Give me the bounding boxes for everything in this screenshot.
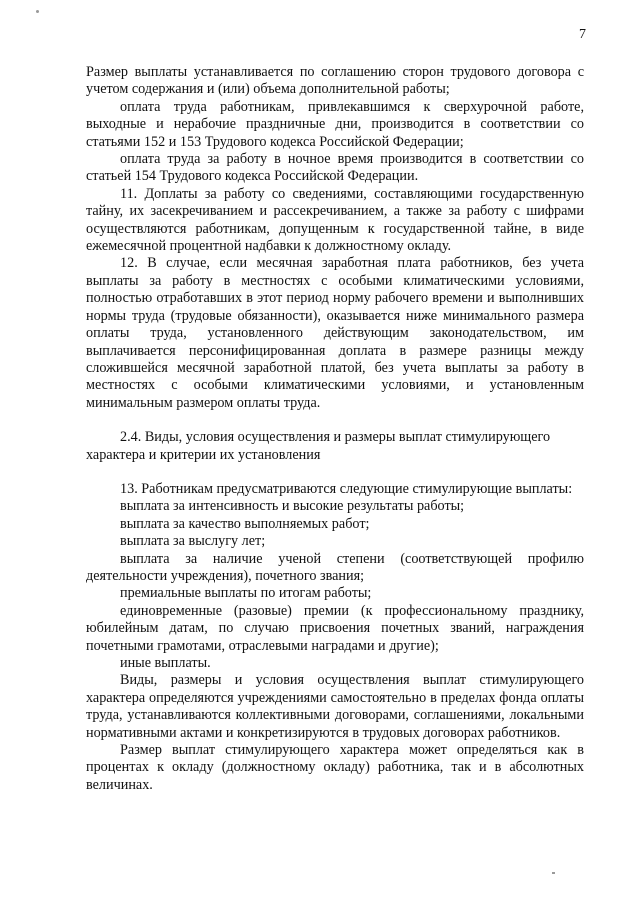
list-item: премиальные выплаты по итогам работы; xyxy=(120,585,372,602)
list-item: иные выплаты. xyxy=(120,655,211,671)
scan-speck xyxy=(552,872,555,874)
paragraph-item-13: 13. Работникам предусматриваются следующие стимулирующие выплаты: xyxy=(120,480,573,497)
section-heading: 2.4. Виды, условия осуществления и размеры выплат стимулирующего характера и критерии их установления xyxy=(86,429,551,463)
spacer xyxy=(86,412,584,429)
list-item: выплата за выслугу лет; xyxy=(120,533,266,550)
document-body xyxy=(86,64,584,794)
spacer xyxy=(86,464,584,481)
scan-speck xyxy=(36,10,39,13)
paragraph: Виды, размеры и условия осуществления выплат стимулирующего характера определяются учреждениями самостоятельно в пределах фонда оплаты труда, устанавливаются коллективными договорами, соглашениями, локальными нормативными актами и конкретизируются в трудовых договорах работников. xyxy=(86,672,584,741)
list-item: единовременные (разовые) премии (к профессиональному празднику, юбилейным датам, по случаю присвоения почетных званий, награждения почетными грамотами, отраслевыми наградами и другие); xyxy=(86,602,584,654)
paragraph: Размер выплаты устанавливается по соглашению сторон трудового договора с учетом содержания и (или) объема дополнительной работы; xyxy=(86,64,584,98)
paragraph: оплата труда работникам, привлекавшимся к сверхурочной работе, выходные и нерабочие праздничные дни, производится в соответствии со статьями 152 и 153 Трудового кодекса Российской Федерации; xyxy=(86,98,584,150)
paragraph: Размер выплат стимулирующего характера может определяться как в процентах к окладу (должностному окладу) работника, так и в абсолютных величинах. xyxy=(86,742,584,793)
paragraph-item-11: 11. Доплаты за работу со сведениями, составляющими государственную тайну, их засекречиванием и рассекречиванием, а также за работу с шифрами осуществляются работникам, допущенным к государственной тайне, в виде ежемесячной процентной надбавки к должностному окладу. xyxy=(86,185,584,255)
list-item: выплата за качество выполняемых работ; xyxy=(120,515,370,532)
paragraph: оплата труда за работу в ночное время производится в соответствии со статьей 154 Трудового кодекса Российской Федерации. xyxy=(86,151,584,185)
page-number: 7 xyxy=(579,27,586,42)
list-item: выплата за интенсивность и высокие результаты работы; xyxy=(120,498,465,515)
paragraph-item-12: 12. В случае, если месячная заработная плата работников, без учета выплаты за работу в местностях с особыми климатическими условиями, полностью отработавших в этот период норму рабочего времени и выполнивших нормы труда (трудовые обязанности), оказывается ниже минимального размера оплаты труда, установленного действующим законодательством, им выплачивается персонифицированная доплата в размере разницы между сложившейся месячной заработной платой, без учета выплаты за работу в местностях с особыми климатическими условиями, и установленным минимальным размером оплаты труда. xyxy=(86,255,584,411)
list-item: выплата за наличие ученой степени (соответствующей профилю деятельности учреждения), почетного звания; xyxy=(86,550,584,584)
